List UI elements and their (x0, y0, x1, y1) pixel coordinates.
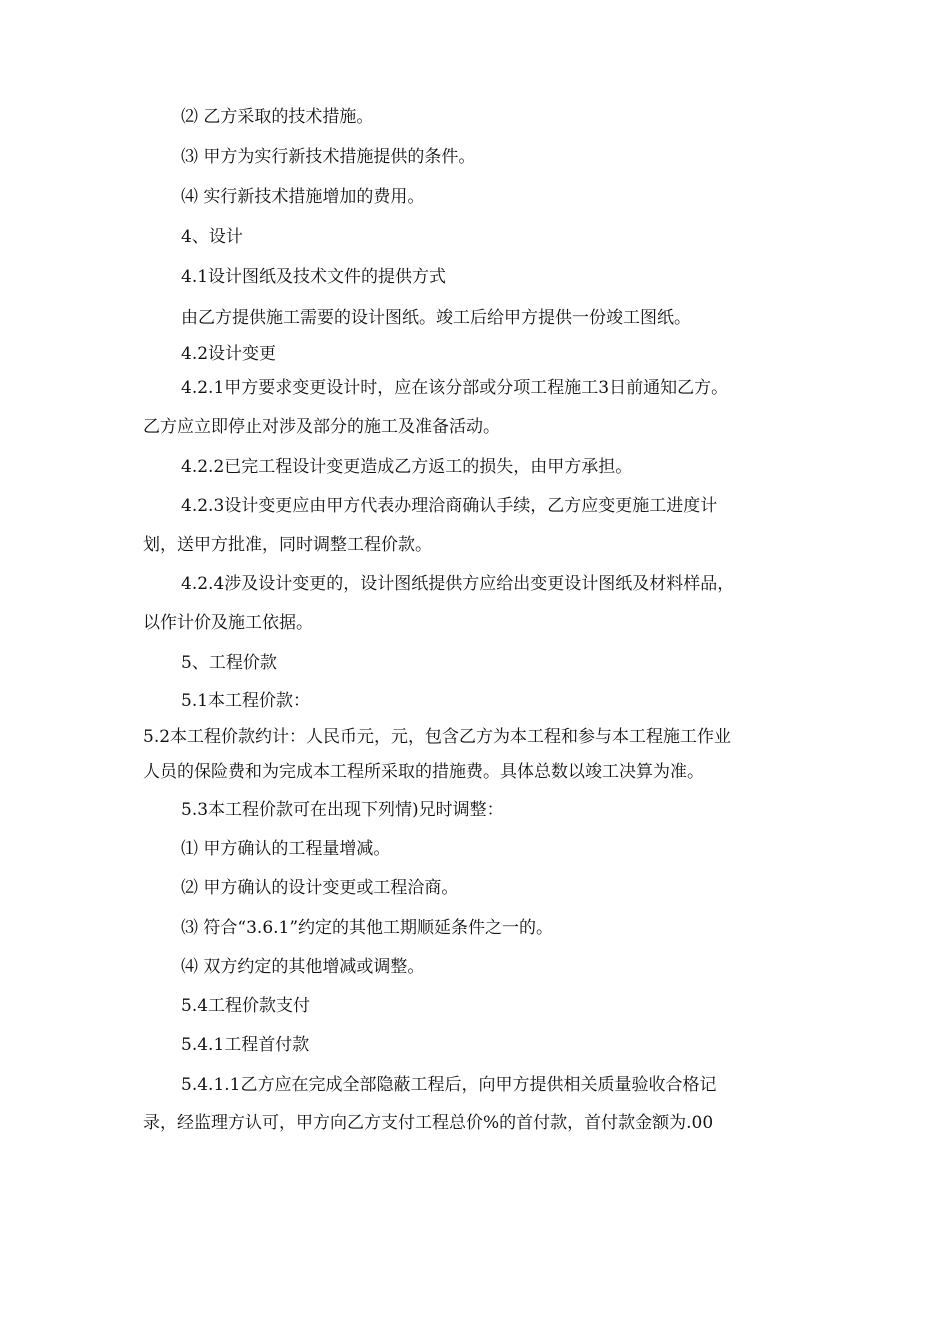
paragraph-line: 由乙方提供施工需要的设计图纸。竣工后给甲方提供一份竣工图纸。 (181, 308, 691, 328)
paragraph-line: 5.2本工程价款约计：人民币元，元，包含乙方为本工程和参与本工程施工作业 (143, 727, 732, 747)
list-item: ⑷ 实行新技术措施增加的费用。 (181, 187, 425, 207)
paragraph-line: 以作计价及施工依据。 (143, 613, 313, 633)
paragraph-line: 4.2.4涉及设计变更的，设计图纸提供方应给出变更设计图纸及材料样品， (181, 574, 735, 594)
paragraph-line: 4.2.1甲方要求变更设计时，应在该分部或分项工程施工3日前通知乙方。 (181, 378, 729, 398)
subsection-heading: 5.1本工程价款： (181, 691, 311, 711)
paragraph-line: 4.2.3设计变更应由甲方代表办理洽商确认手续，乙方应变更施工进度计 (181, 496, 718, 516)
subsection-heading: 5.4.1工程首付款 (181, 1035, 310, 1055)
section-heading: 5、工程价款 (181, 653, 277, 673)
paragraph-line: 5.4.1.1乙方应在完成全部隐蔽工程后，向甲方提供相关质量验收合格记 (181, 1075, 717, 1095)
list-item: ⑵ 甲方确认的设计变更或工程洽商。 (181, 878, 459, 898)
paragraph-line: 人员的保险费和为完成本工程所采取的措施费。具体总数以竣工决算为准。 (143, 762, 704, 782)
paragraph-line: 录，经监理方认可，甲方向乙方支付工程总价%的首付款，首付款金额为.00 (143, 1113, 714, 1133)
paragraph-line: 乙方应立即停止对涉及部分的施工及准备活动。 (143, 417, 500, 437)
list-item: ⑶ 甲方为实行新技术措施提供的条件。 (181, 147, 476, 167)
section-heading: 4、设计 (181, 227, 243, 247)
subsection-heading: 4.2设计变更 (181, 344, 277, 364)
paragraph-line: 划，送甲方批准，同时调整工程价款。 (143, 535, 432, 555)
list-item: ⑴ 甲方确认的工程量增减。 (181, 839, 391, 859)
subsection-heading: 5.4工程价款支付 (181, 996, 311, 1016)
paragraph-line: 4.2.2已完工程设计变更造成乙方返工的损失，由甲方承担。 (181, 457, 633, 477)
subsection-heading: 4.1设计图纸及技术文件的提供方式 (181, 267, 447, 287)
paragraph-line: 5.3本工程价款可在出现下列情)兄时调整： (181, 800, 504, 820)
list-item: ⑷ 双方约定的其他增减或调整。 (181, 957, 425, 977)
list-item: ⑶ 符合“3.6.1”约定的其他工期顺延条件之一的。 (181, 918, 554, 938)
list-item: ⑵ 乙方采取的技术措施。 (181, 107, 374, 127)
